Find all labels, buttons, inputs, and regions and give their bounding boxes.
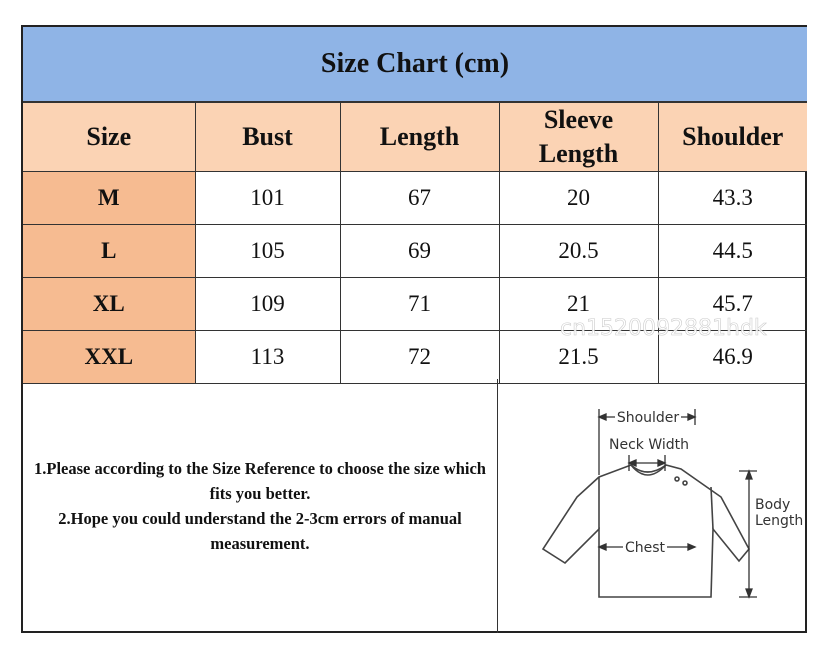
lower-section (23, 379, 807, 633)
chart-title: Size Chart (cm) (23, 27, 807, 102)
size-notes (23, 379, 498, 633)
sleeve-cell: 21 (499, 278, 658, 331)
header-sleeve-length-text: Sleeve Length (538, 105, 619, 168)
bust-cell: 105 (195, 225, 340, 278)
header-length: Length (340, 103, 499, 172)
measurement-diagram (499, 379, 807, 633)
sleeve-cell: 21.5 (499, 331, 658, 384)
watermark: cn1520092881hdk (560, 316, 767, 341)
diagram-label-chest: Chest (624, 540, 666, 556)
table-row (23, 172, 807, 225)
header-shoulder: Shoulder (658, 103, 807, 172)
shoulder-cell: 43.3 (658, 172, 807, 225)
shoulder-cell: 45.7 (658, 278, 807, 331)
shoulder-cell: 44.5 (658, 225, 807, 278)
sweater-diagram-svg (499, 379, 807, 633)
header-sleeve-length (499, 103, 658, 172)
size-cell: L (23, 225, 195, 278)
length-cell: 71 (340, 278, 499, 331)
size-cell: XXL (23, 331, 195, 384)
diagram-label-body: Body (755, 497, 791, 513)
bust-cell: 109 (195, 278, 340, 331)
length-cell: 69 (340, 225, 499, 278)
table-row (23, 225, 807, 278)
header-bust: Bust (195, 103, 340, 172)
bust-cell: 101 (195, 172, 340, 225)
sweater-outline-icon (543, 465, 749, 597)
size-cell: XL (23, 278, 195, 331)
length-cell: 67 (340, 172, 499, 225)
size-cell: M (23, 172, 195, 225)
shoulder-cell: 46.9 (658, 331, 807, 384)
size-table (23, 102, 807, 384)
diagram-label-length: Length (755, 513, 804, 529)
diagram-label-neck-width: Neck Width (608, 437, 690, 453)
diagram-label-shoulder: Shoulder (616, 410, 680, 426)
header-size: Size (23, 103, 195, 172)
sleeve-cell: 20 (499, 172, 658, 225)
sleeve-cell: 20.5 (499, 225, 658, 278)
note-line-1: 1.Please according to the Size Reference to choose the size which fits you better. (34, 459, 486, 503)
bust-cell: 113 (195, 331, 340, 384)
length-cell: 72 (340, 331, 499, 384)
table-header-row (23, 103, 807, 172)
note-line-2: 2.Hope you could understand the 2-3cm errors of manual measurement. (58, 509, 462, 553)
